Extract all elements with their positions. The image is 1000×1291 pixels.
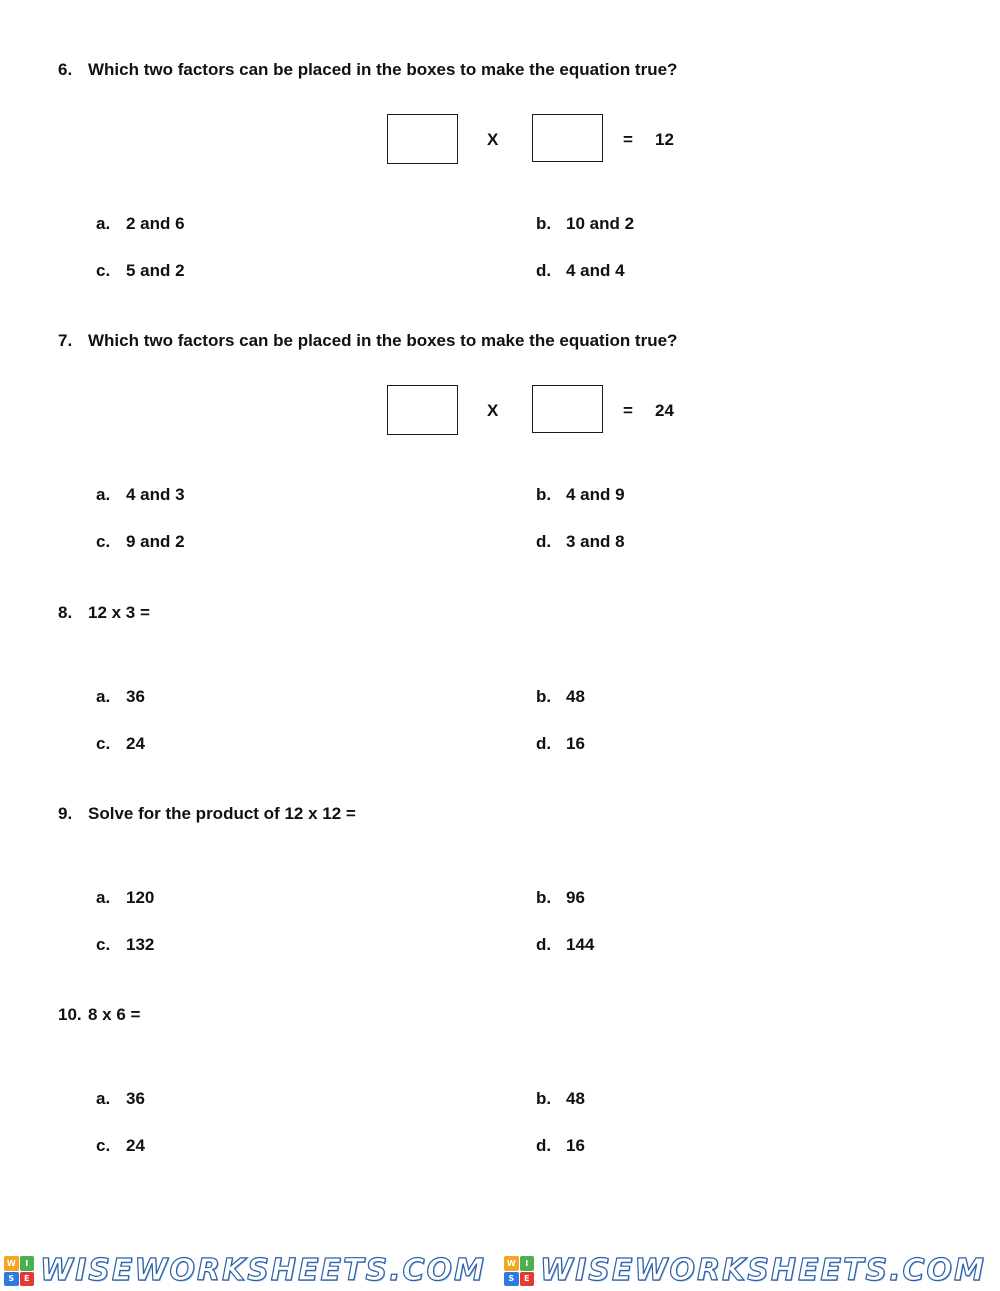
- question-6-equals-sign: =: [623, 130, 633, 149]
- question-7-result: 24: [655, 401, 674, 420]
- option-text: 24: [126, 734, 145, 753]
- logo-letter: S: [504, 1272, 519, 1287]
- option-text: 10 and 2: [566, 214, 635, 233]
- question-8-text: 12 x 3 =: [88, 603, 150, 622]
- option-text: 48: [566, 1089, 585, 1108]
- option-letter: b.: [536, 1089, 552, 1108]
- logo-letter: W: [504, 1256, 519, 1271]
- option-letter: d.: [536, 734, 552, 753]
- option-text: 16: [566, 734, 585, 753]
- option-letter: a.: [96, 485, 111, 504]
- brand-name: WISEWORKSHEETS.COM: [540, 1253, 986, 1288]
- option-letter: a.: [96, 1089, 111, 1108]
- option-text: 3 and 8: [566, 532, 625, 551]
- option-letter: d.: [536, 1136, 552, 1155]
- question-6-factor-box-2[interactable]: [532, 114, 603, 162]
- question-7-factor-box-1[interactable]: [387, 385, 458, 435]
- question-7-factor-box-2[interactable]: [532, 385, 603, 433]
- question-10-text: 8 x 6 =: [88, 1005, 141, 1024]
- brand-logo: [504, 1253, 986, 1288]
- option-text: 36: [126, 687, 145, 706]
- option-text: 5 and 2: [126, 261, 185, 280]
- logo-letter: E: [20, 1272, 35, 1287]
- question-6-text: Which two factors can be placed in the boxes to make the equation true?: [88, 60, 678, 79]
- footer-brand-strip: [0, 1252, 1000, 1288]
- option-letter: c.: [96, 1136, 111, 1155]
- option-letter: c.: [96, 734, 111, 753]
- option-text: 4 and 9: [566, 485, 625, 504]
- option-text: 144: [566, 935, 595, 954]
- option-letter: d.: [536, 935, 552, 954]
- option-text: 132: [126, 935, 155, 954]
- option-letter: b.: [536, 485, 552, 504]
- question-7-number: 7.: [58, 331, 73, 350]
- logo-letter: E: [520, 1272, 535, 1287]
- option-letter: c.: [96, 261, 111, 280]
- option-text: 9 and 2: [126, 532, 185, 551]
- question-9-number: 9.: [58, 804, 73, 823]
- option-text: 48: [566, 687, 585, 706]
- option-letter: d.: [536, 532, 552, 551]
- option-text: 120: [126, 888, 155, 907]
- question-6-result: 12: [655, 130, 674, 149]
- option-letter: b.: [536, 214, 552, 233]
- question-6-times-sign: X: [487, 130, 499, 149]
- question-10-number: 10.: [58, 1005, 82, 1024]
- brand-logo-icon: [4, 1256, 34, 1286]
- option-letter: a.: [96, 888, 111, 907]
- option-text: 24: [126, 1136, 145, 1155]
- option-text: 4 and 3: [126, 485, 185, 504]
- question-9-text: Solve for the product of 12 x 12 =: [88, 804, 356, 823]
- option-text: 2 and 6: [126, 214, 185, 233]
- brand-name: WISEWORKSHEETS.COM: [40, 1253, 486, 1288]
- option-letter: a.: [96, 687, 111, 706]
- question-6-number: 6.: [58, 60, 73, 79]
- logo-letter: I: [20, 1256, 35, 1271]
- option-letter: b.: [536, 888, 552, 907]
- option-letter: c.: [96, 935, 111, 954]
- brand-logo: [4, 1253, 486, 1288]
- option-text: 36: [126, 1089, 145, 1108]
- logo-letter: I: [520, 1256, 535, 1271]
- option-text: 96: [566, 888, 585, 907]
- option-letter: c.: [96, 532, 111, 551]
- question-6-factor-box-1[interactable]: [387, 114, 458, 164]
- option-text: 4 and 4: [566, 261, 625, 280]
- option-letter: d.: [536, 261, 552, 280]
- question-8-number: 8.: [58, 603, 73, 622]
- option-letter: b.: [536, 687, 552, 706]
- logo-letter: S: [4, 1272, 19, 1287]
- option-text: 16: [566, 1136, 585, 1155]
- brand-logo-icon: [504, 1256, 534, 1286]
- question-7-text: Which two factors can be placed in the boxes to make the equation true?: [88, 331, 678, 350]
- logo-letter: W: [4, 1256, 19, 1271]
- question-7-times-sign: X: [487, 401, 499, 420]
- question-7-equals-sign: =: [623, 401, 633, 420]
- option-letter: a.: [96, 214, 111, 233]
